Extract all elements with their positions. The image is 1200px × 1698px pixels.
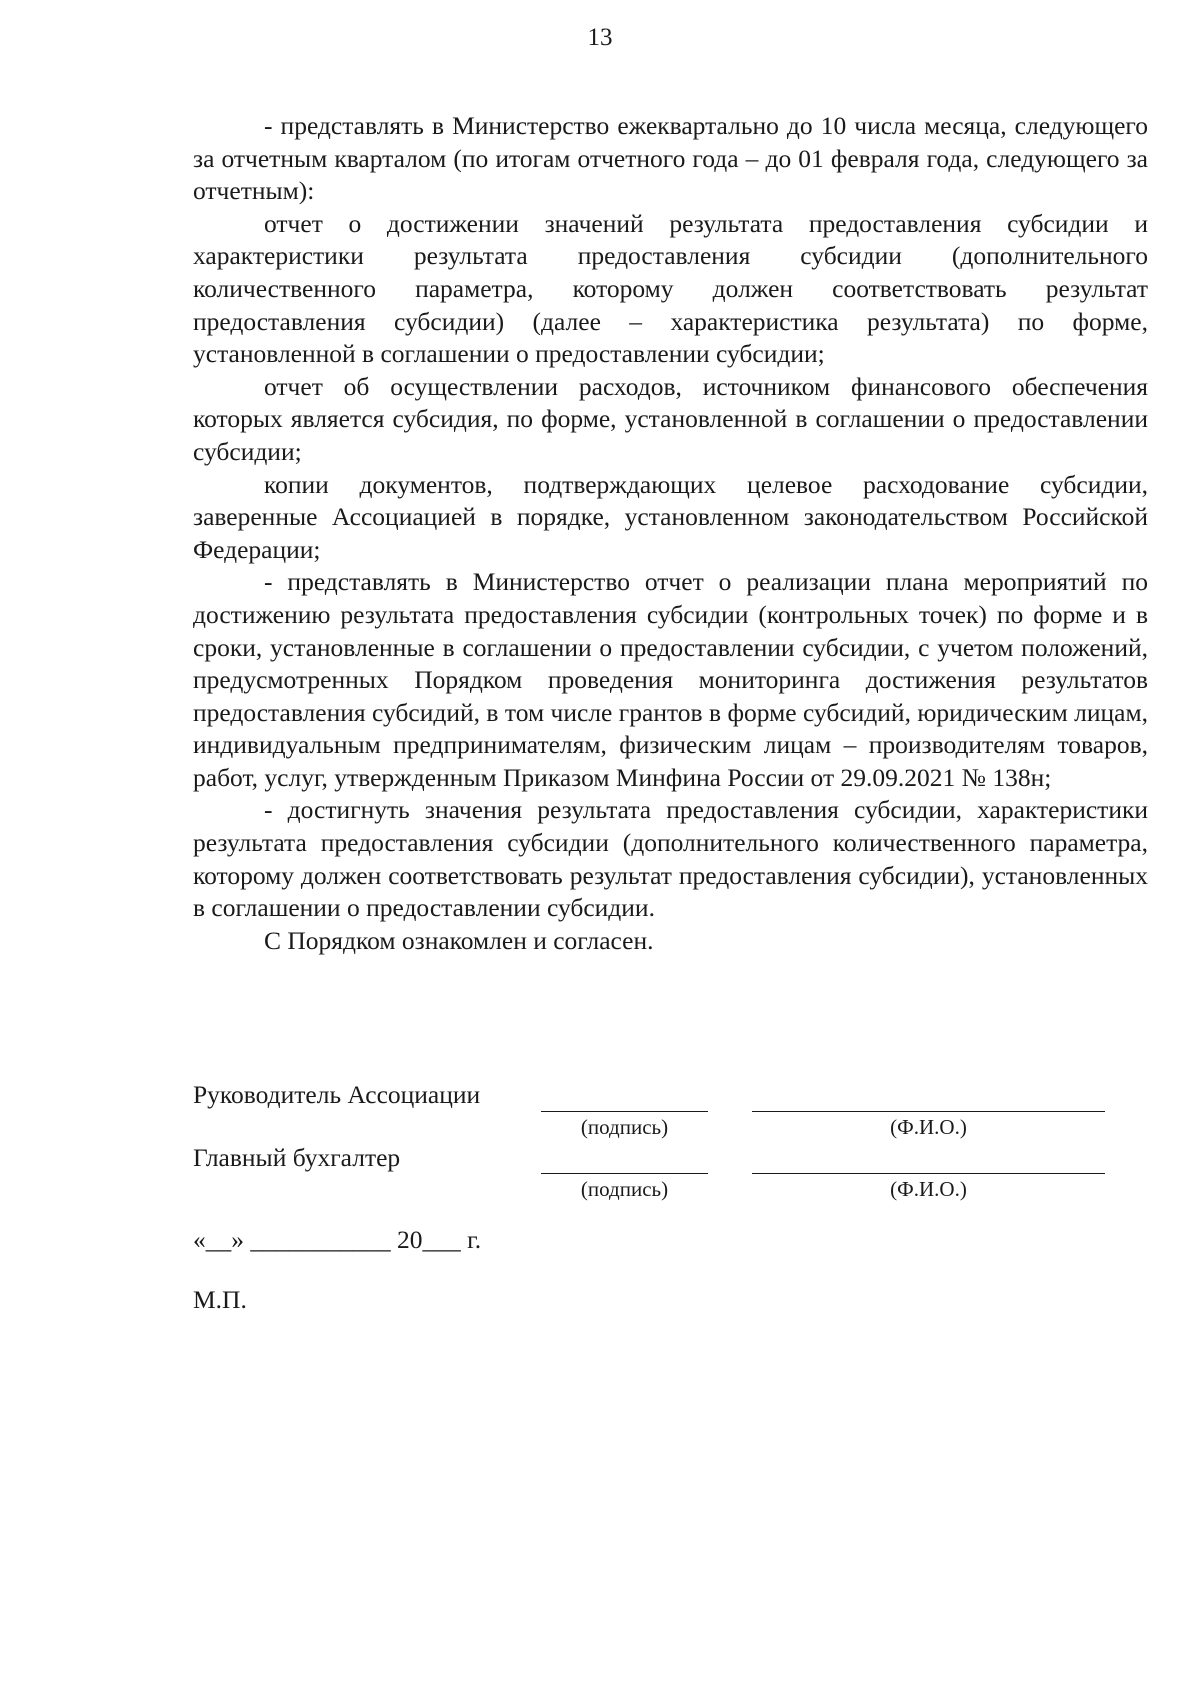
paragraph-result-report: отчет о достижении значений результата предоставления субсидии и характеристики результата предоставления субсидии (дополнительного количественного параметра, которому должен соответствовать результат предоставления субсидии) (далее – характеристика результата) по форме, установленной в соглашении о предоставлении субсидии; bbox=[193, 208, 1148, 369]
paragraph-document-copies: копии документов, подтверждающих целевое расходование субсидии, заверенные Ассоциацией в порядке, установленном законодательством Российской Федерации; bbox=[193, 469, 1148, 564]
accountant-signature-caption: (подпись) bbox=[580, 1177, 669, 1201]
accountant-name-line bbox=[752, 1173, 1105, 1174]
date-line: «__» ___________ 20___ г. bbox=[193, 1225, 482, 1254]
head-name-caption: (Ф.И.О.) bbox=[890, 1115, 967, 1139]
accountant-name-caption: (Ф.И.О.) bbox=[890, 1177, 967, 1201]
accountant-signature-line bbox=[541, 1173, 708, 1174]
head-signature-caption: (подпись) bbox=[580, 1115, 669, 1139]
paragraph-quarterly-reports: - представлять в Министерство ежеквартально до 10 числа месяца, следующего за отчетным кварталом (по итогам отчетного года – до 01 февраля года, следующего за отчетным): bbox=[193, 111, 1148, 206]
stamp-place: М.П. bbox=[193, 1285, 247, 1314]
paragraph-plan-report: - представлять в Министерство отчет о реализации плана мероприятий по достижению результата предоставления субсидии (контрольных точек) по форме и в сроки, установленные в соглашении о предоставлении субсидии, с учетом положений, предусмотренных Порядком проведения мониторинга достижения результатов предоставления субсидий, в том числе грантов в форме субсидий, юридическим лицам, индивидуальным предпринимателям, физическим лицам – производителям товаров, работ, услуг, утвержденным Приказом Минфина России от 29.09.2021 № 138н; bbox=[193, 567, 1148, 792]
page-number: 13 bbox=[587, 24, 613, 51]
document-body bbox=[193, 110, 1148, 957]
paragraph-agreement: С Порядком ознакомлен и согласен. bbox=[264, 925, 654, 955]
paragraph-achieve-result: - достигнуть значения результата предоставления субсидии, характеристики результата предоставления субсидии (дополнительного количественного параметра, которому должен соответствовать результат предоставления субсидии), установленных в соглашении о предоставлении субсидии. bbox=[193, 795, 1148, 923]
head-name-line bbox=[752, 1111, 1105, 1112]
head-label: Руководитель Ассоциации bbox=[193, 1080, 481, 1109]
accountant-label: Главный бухгалтер bbox=[193, 1143, 401, 1172]
paragraph-expense-report: отчет об осуществлении расходов, источником финансового обеспечения которых является субсидия, по форме, установленной в соглашении о предоставлении субсидии; bbox=[193, 371, 1148, 466]
head-signature-line bbox=[541, 1111, 708, 1112]
